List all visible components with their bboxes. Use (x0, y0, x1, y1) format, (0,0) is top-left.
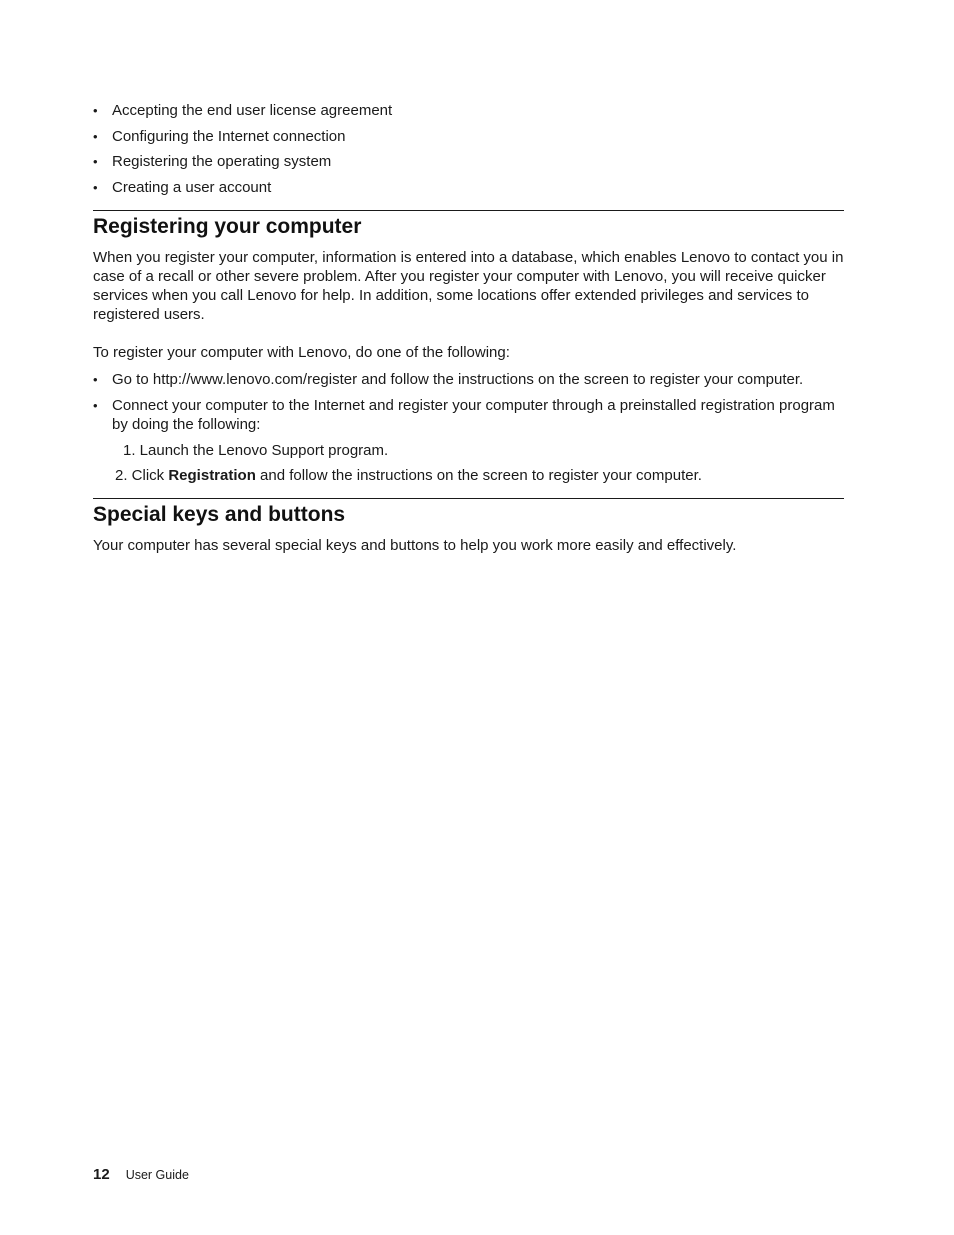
page-footer (93, 1165, 189, 1185)
registration-instruction: To register your computer with Lenovo, do one of the following: (93, 343, 510, 361)
section-divider (93, 210, 844, 211)
step-text: 2. Click (115, 466, 169, 484)
section-heading-registering: Registering your computer (93, 214, 362, 238)
special-keys-paragraph: Your computer has several special keys and buttons to help you work more easily and effectively. (93, 536, 737, 554)
list-item: • Creating a user account (93, 178, 844, 197)
list-item: • Accepting the end user license agreement (93, 101, 844, 120)
registration-steps (93, 441, 844, 485)
registration-paragraph: When you register your computer, information is entered into a database, which enables Lenovo to contact you in case of a recall or other severe problem. After you register your computer with Lenovo, you will receive quicker services when you call Lenovo for help. In addition, some locations offer extended privileges and services to registered users. (93, 248, 844, 323)
document-page (93, 100, 844, 555)
footer-title: User Guide (125, 1168, 189, 1182)
step-text: and follow the instructions on the screen to register your computer. (255, 466, 702, 484)
list-item: • Connect your computer to the Internet and register your computer through a preinstalled registration program by doing the following: (93, 396, 844, 434)
step-item: 1. Launch the Lenovo Support program. (123, 441, 389, 459)
list-item: • Registering the operating system (93, 152, 844, 171)
section-heading-special-keys: Special keys and buttons (93, 502, 346, 526)
list-item: • Go to http://www.lenovo.com/register and follow the instructions on the screen to register your computer. (93, 370, 844, 389)
registration-term: Registration (168, 466, 256, 484)
step-item (115, 466, 844, 485)
list-item: • Configuring the Internet connection (93, 127, 844, 146)
section-divider (93, 498, 844, 499)
setup-task-list (93, 101, 844, 197)
registration-options-list (93, 370, 844, 434)
page-number: 12 (93, 1166, 110, 1183)
